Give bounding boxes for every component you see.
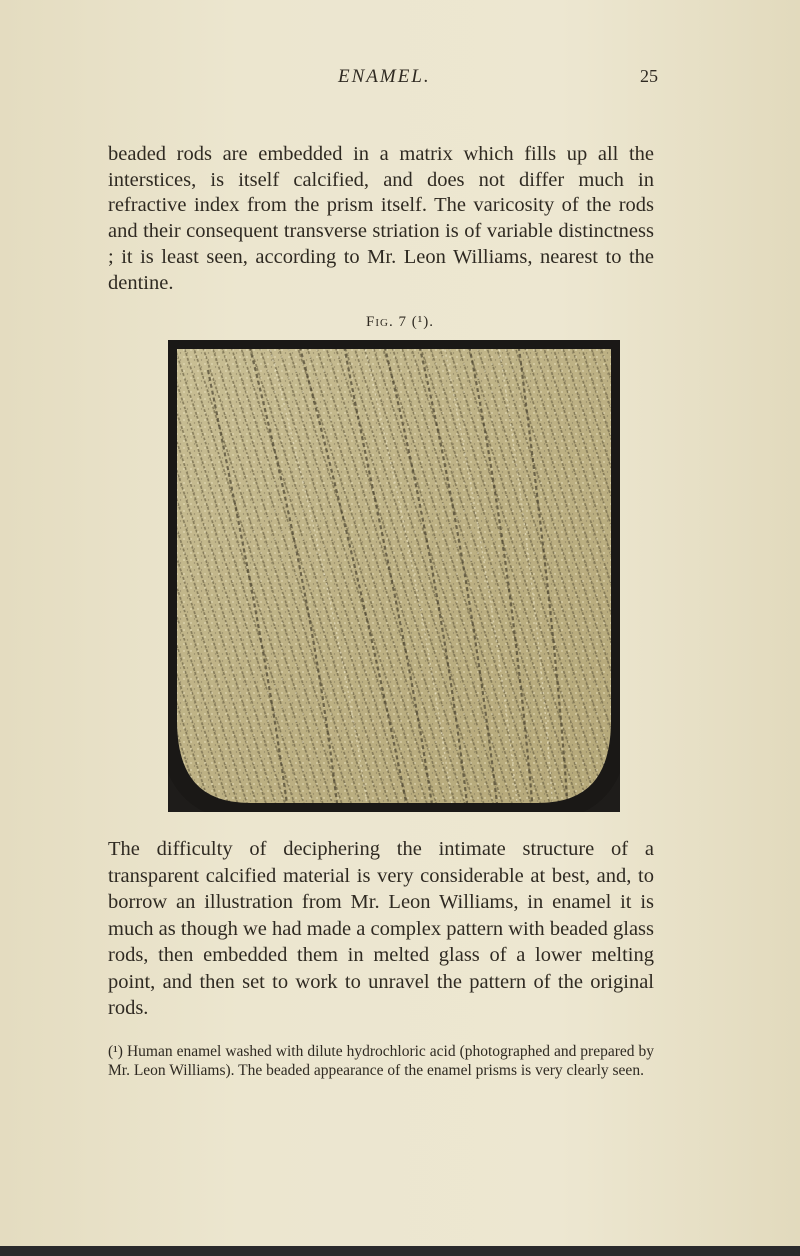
bottom-edge-bar <box>0 1246 800 1256</box>
running-title: ENAMEL. <box>338 66 431 87</box>
paragraph-2: The difficulty of deciphering the intimate structure of a transparent calcified material is very considerable at best, and, to borrow an illustration from Mr. Leon Williams, in enamel it is much as though we had made a complex pattern with beaded glass rods, then embedded them in melted glass of a lower melting point, and then set to work to unravel the pattern of the original rods. <box>108 838 654 1019</box>
footnote-text: Human enamel washed with dilute hydrochloric acid (photographed and prepared by Mr. Leon Williams). The beaded appearance of the enamel prisms is very clearly seen. <box>108 1043 654 1079</box>
footnote <box>108 1042 654 1080</box>
footnote-marker: (¹) <box>108 1043 123 1060</box>
page-number: 25 <box>640 66 658 86</box>
figure-caption: Fig. 7 (¹). <box>366 314 434 330</box>
paragraph-1: beaded rods are embedded in a matrix which fills up all the interstices, is itself calcified, and does not differ much in refractive index from the prism itself. The varicosity of the rods and their consequent transverse striation is of variable distinctness ; it is least seen, according to Mr. Leon Williams, nearest to the dentine. <box>108 143 654 294</box>
enamel-micrograph <box>168 340 620 812</box>
running-head <box>0 66 800 96</box>
